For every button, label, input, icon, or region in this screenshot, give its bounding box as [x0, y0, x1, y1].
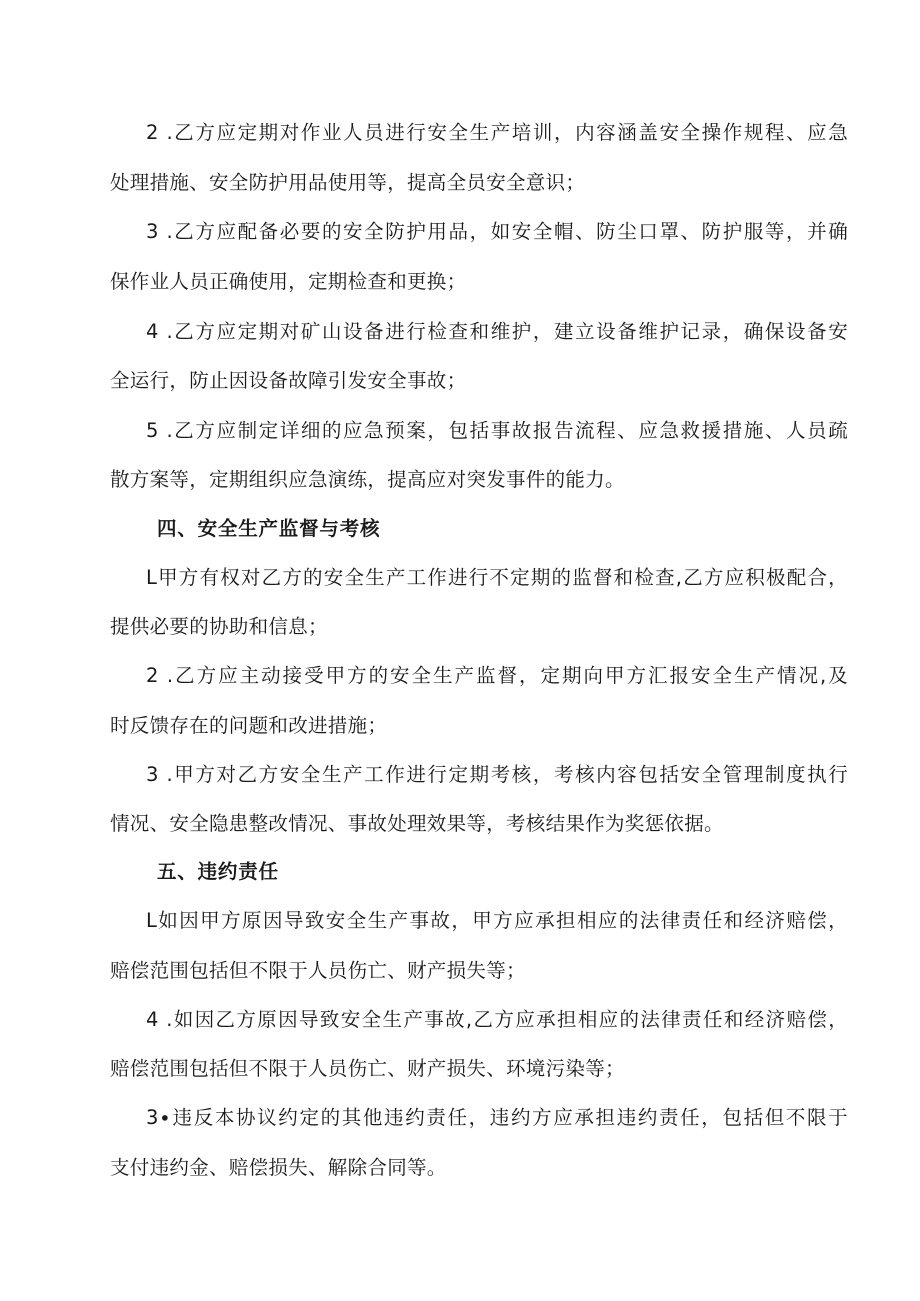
section-heading: 五、违约责任 — [157, 860, 279, 883]
paragraph-first-line: 3∙违反本协议约定的其他违约责任，违约方应承担违约责任，包括但不限于 — [146, 1106, 848, 1129]
paragraph-first-line: 2 .乙方应主动接受甲方的安全生产监督，定期向甲方汇报安全生产情况,及 — [146, 664, 848, 687]
paragraph-first-line: 2 .乙方应定期对作业人员进行安全生产培训，内容涵盖安全操作规程、应急 — [146, 121, 848, 144]
paragraph-continuation-line: 情况、安全隐患整改情况、事故处理效果等，考核结果作为奖惩依据。 — [110, 812, 724, 835]
section-heading: 四、安全生产监督与考核 — [157, 517, 381, 540]
paragraph-continuation-line: 处理措施、安全防护用品使用等，提高全员安全意识； — [110, 171, 586, 194]
paragraph-first-line: L甲方有权对乙方的安全生产工作进行不定期的监督和检查,乙方应积极配合， — [146, 566, 848, 589]
paragraph-continuation-line: 散方案等，定期组织应急演练，提高应对突发事件的能力。 — [110, 468, 625, 491]
paragraph-continuation-line: 保作业人员正确使用，定期检查和更换； — [110, 270, 467, 293]
paragraph-continuation-line: 提供必要的协助和信息； — [110, 615, 328, 638]
paragraph-first-line: L如因甲方原因导致安全生产事故，甲方应承担相应的法律责任和经济赔偿， — [146, 909, 848, 932]
paragraph-continuation-line: 支付违约金、赔偿损失、解除合同等。 — [110, 1156, 447, 1179]
paragraph-continuation-line: 全运行，防止因设备故障引发安全事故； — [110, 369, 467, 392]
paragraph-continuation-line: 赔偿范围包括但不限于人员伤亡、财产损失等； — [110, 959, 526, 982]
paragraph-first-line: 3 .甲方对乙方安全生产工作进行定期考核，考核内容包括安全管理制度执行 — [146, 763, 848, 786]
paragraph-continuation-line: 赔偿范围包括但不限于人员伤亡、财产损失、环境污染等； — [110, 1057, 625, 1080]
paragraph-continuation-line: 时反馈存在的问题和改进措施； — [110, 714, 388, 737]
paragraph-first-line: 4 .如因乙方原因导致安全生产事故,乙方应承担相应的法律责任和经济赔偿， — [146, 1008, 848, 1031]
paragraph-first-line: 5 .乙方应制定详细的应急预案，包括事故报告流程、应急救援措施、人员疏 — [146, 419, 848, 442]
paragraph-first-line: 3 .乙方应配备必要的安全防护用品，如安全帽、防尘口罩、防护服等，并确 — [146, 220, 848, 243]
paragraph-first-line: 4 .乙方应定期对矿山设备进行检查和维护，建立设备维护记录，确保设备安 — [146, 320, 848, 343]
